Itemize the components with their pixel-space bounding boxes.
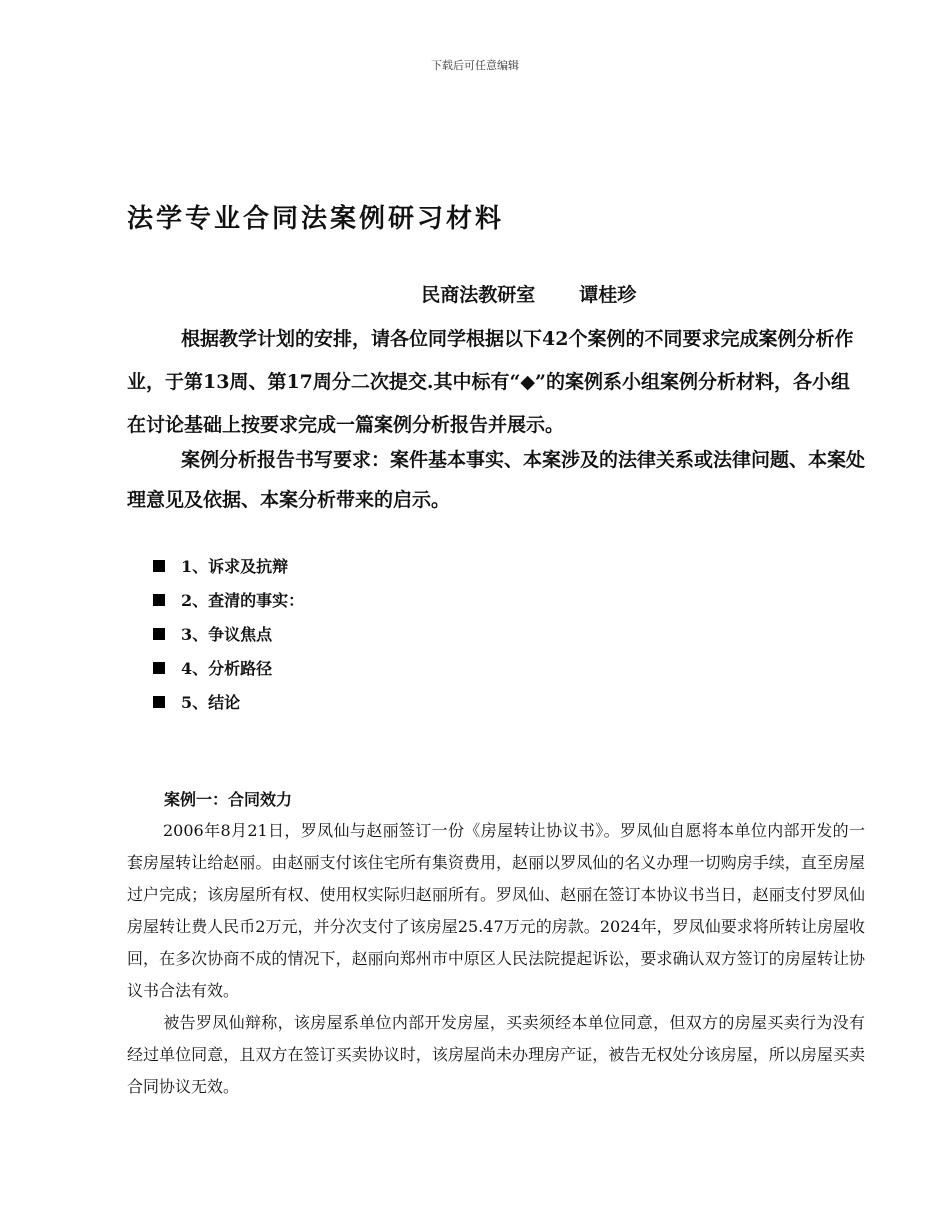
intro-paragraph-1 — [127, 318, 867, 447]
intro-text-1: 根据教学计划的安排，请各位同学根据以下42个案例的不同要求完成案例分析作业，于第13周、第17周分二次提交.其中标有“◆”的案例系小组案例分析材料，各小组在讨论基础上按要求完成一篇案例分析报告并展示。 — [127, 328, 854, 436]
requirements-list — [153, 553, 304, 723]
square-bullet-icon — [153, 662, 165, 674]
list-item — [153, 587, 304, 621]
intro-paragraph-2 — [127, 440, 867, 520]
header-note: 下载后可任意编辑 — [431, 59, 519, 72]
square-bullet-icon — [153, 594, 165, 606]
case-text-1: 2006年8月21日，罗凤仙与赵丽签订一份《房屋转让协议书》。罗凤仙自愿将本单位内部开发的一套房屋转让给赵丽。由赵丽支付该住宅所有集资费用，赵丽以罗凤仙的名义办理一切购房手续，直至房屋过户完成；该房屋所有权、使用权实际归赵丽所有。罗凤仙、赵丽在签订本协议书当日，赵丽支付罗凤仙房屋转让费人民币2万元，并分次支付了该房屋25.47万元的房款。2024年，罗凤仙要求将所转让房屋收回，在多次协商不成的情况下，赵丽向郑州市中原区人民法院提起诉讼，要求确认双方签订的房屋转让协议书合法有效。 — [127, 821, 865, 1000]
square-bullet-icon — [153, 696, 165, 708]
list-item — [153, 553, 304, 587]
author-department: 民商法教研室 — [421, 284, 536, 306]
list-item-label: 1、诉求及抗辩 — [181, 557, 289, 576]
list-item — [153, 621, 304, 655]
list-item-label: 3、争议焦点 — [181, 625, 273, 644]
square-bullet-icon — [153, 628, 165, 640]
list-item-label: 5、结论 — [181, 693, 241, 712]
document-title: 法学专业合同法案例研习材料 — [127, 204, 505, 234]
square-bullet-icon — [153, 560, 165, 572]
author-line — [408, 258, 636, 307]
author-name: 谭桂珍 — [579, 284, 637, 306]
case-paragraph-1 — [127, 815, 865, 1007]
list-item — [153, 689, 304, 723]
list-item — [153, 655, 304, 689]
intro-text-2: 案例分析报告书写要求：案件基本事实、本案涉及的法律关系或法律问题、本案处理意见及依据、本案分析带来的启示。 — [127, 449, 866, 511]
case-title: 案例一：合同效力 — [164, 790, 293, 809]
list-item-label: 2、查清的事实： — [181, 591, 305, 610]
case-paragraph-2 — [127, 1007, 865, 1103]
list-item-label: 4、分析路径 — [181, 659, 273, 678]
case-text-2: 被告罗凤仙辩称，该房屋系单位内部开发房屋，买卖须经本单位同意，但双方的房屋买卖行为没有经过单位同意，且双方在签订买卖协议时，该房屋尚未办理房产证，被告无权处分该房屋，所以房屋买卖合同协议无效。 — [127, 1013, 865, 1096]
